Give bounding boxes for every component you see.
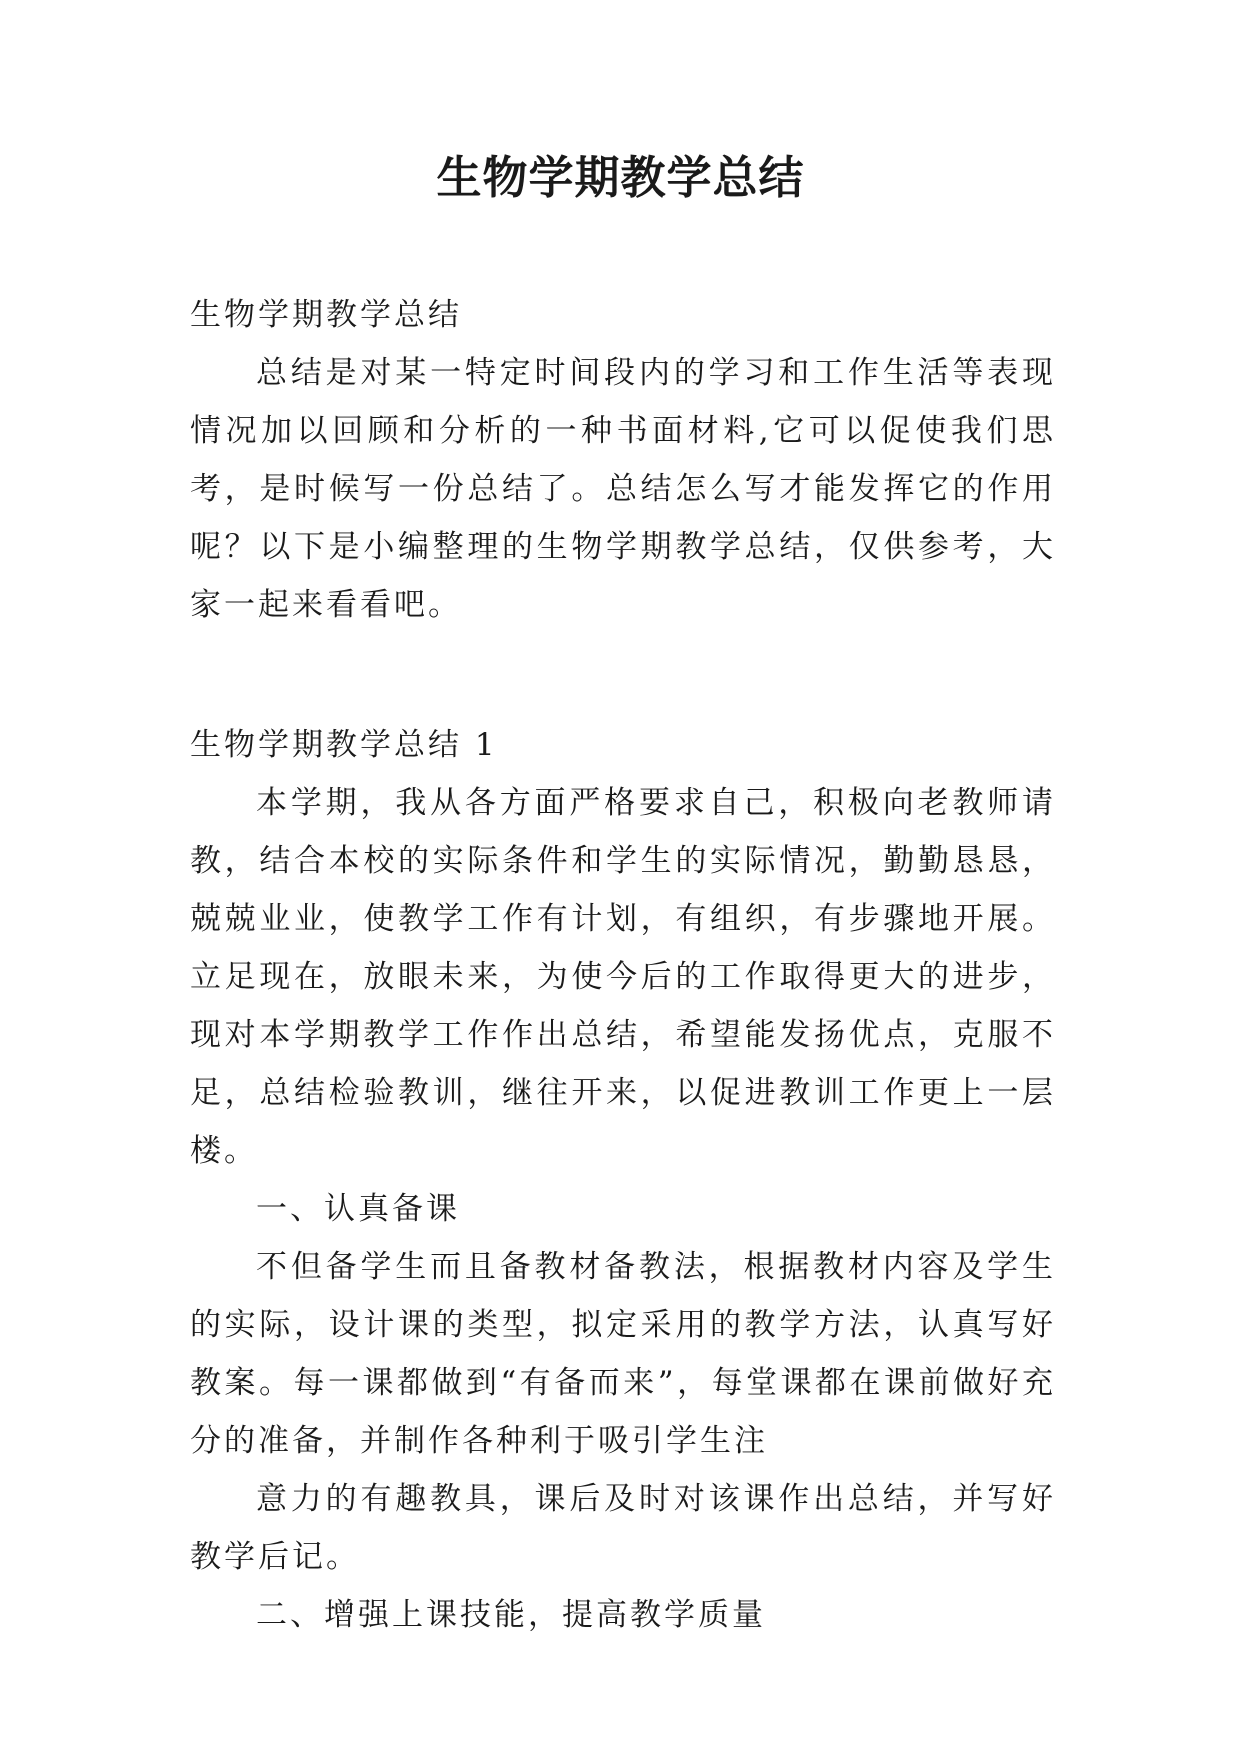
document-title: 生物学期教学总结 [436,151,805,204]
section-spacer [190,634,1056,716]
list-heading-preparation: 一、认真备课 [256,1191,460,1227]
body-paragraph: 本学期，我从各方面严格要求自己，积极向老教师请教，结合本校的实际条件和学生的实际情况，勤勤恳恳，兢兢业业，使教学工作有计划，有组织，有步骤地开展。立足现在，放眼未来，为使今后的工作取得更大的进步，现对本学期教学工作作出总结，希望能发扬优点，克服不足，总结检验教训，继往开来，以促进教训工作更上一层楼。 [190,785,1056,1169]
intro-paragraph: 总结是对某一特定时间段内的学习和工作生活等表现情况加以回顾和分析的一种书面材料,它可以促使我们思考，是时候写一份总结了。总结怎么写才能发挥它的作用呢？以下是小编整理的生物学期教学总结，仅供参考，大家一起来看看吧。 [190,355,1056,623]
document-subtitle: 生物学期教学总结 [190,297,462,333]
body-paragraph: 意力的有趣教具，课后及时对该课作出总结，并写好教学后记。 [190,1481,1056,1575]
list-heading-teaching-skills: 二、增强上课技能，提高教学质量 [256,1597,766,1633]
body-paragraph: 不但备学生而且备教材备教法，根据教材内容及学生的实际，设计课的类型，拟定采用的教学方法，认真写好教案。每一课都做到“有备而来”，每堂课都在课前做好充分的准备，并制作各种利于吸引学生注 [190,1249,1056,1459]
section-heading: 生物学期教学总结 1 [190,727,498,763]
document-body [190,286,1056,1644]
